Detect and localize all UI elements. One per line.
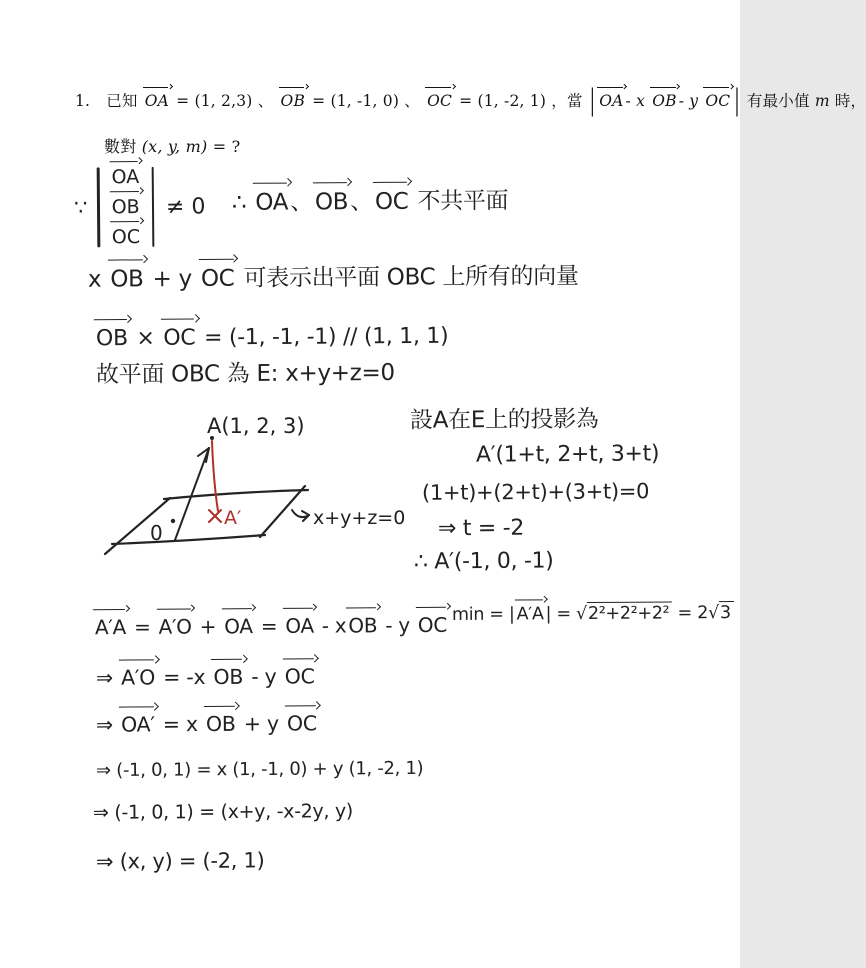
projection-diagram: [108, 400, 408, 565]
vector-decomposition-line-3: ⇒ OA′ = x OB + y OC: [96, 711, 319, 738]
conclusion-not-coplanar: ∴ OA、OB、OC 不共平面: [232, 187, 508, 218]
cross-product-line: OB × OC = (-1, -1, -1) // (1, 1, 1): [94, 323, 449, 353]
combined-components-line: ⇒ (-1, 0, 1) = (x+y, -x-2y, y): [92, 800, 354, 824]
origin-dot: [171, 519, 175, 523]
plane-equation-line: 故平面 OBC 為 E: x+y+z=0: [95, 359, 395, 389]
projection-setup-line: 設A在E上的投影為: [409, 406, 599, 434]
determinant-block: [74, 165, 206, 248]
substitution-line: (1+t)+(2+t)+(3+t)=0: [421, 479, 650, 505]
point-a-label: A(1, 2, 3): [207, 414, 305, 438]
projection-point-line: A′(1+t, 2+t, 3+t): [475, 441, 660, 468]
nonzero-condition: ≠ 0: [165, 193, 206, 220]
projection-segment: [209, 441, 221, 522]
determinant-rows: [107, 166, 144, 248]
plane-label-arrow: [292, 510, 309, 521]
problem-statement-line-2: 數對 (x, y, m) = ?: [104, 137, 241, 156]
final-answer-line: ⇒ (x, y) = (-2, 1): [95, 848, 265, 874]
determinant-left-bar: [97, 167, 100, 247]
t-solution-line: ⇒ t = -2: [437, 515, 525, 542]
vector-oa-row: OA: [109, 164, 141, 188]
plane-equation-label: x+y+z=0: [313, 507, 406, 529]
vector-ob-row: OB: [110, 194, 142, 218]
determinant-right-bar: [151, 167, 154, 247]
plane-parallelogram: [105, 486, 308, 554]
min-value-line: min = | A′A | = √2²+2²+2² = 2√3: [452, 603, 734, 627]
origin-label: 0: [150, 521, 163, 545]
a-prime-result-line: ∴ A′(-1, 0, -1): [413, 548, 554, 575]
vector-decomposition-line-2: ⇒ A′O = -x OB - y OC: [96, 664, 317, 691]
problem-statement-line-1: 1. 已知 OA = (1, 2,3) 、 OB = (1, -1, 0) 、 OC = (1, -2, 1) ，當 | OA - x OB - y OC | 有最小值 m 時，: [75, 83, 866, 118]
vector-decomposition-line-1: A′A = A′O + OA = OA - xOB - y OC: [93, 613, 449, 640]
a-prime-label: A′: [224, 507, 242, 529]
vector-oc-row: OC: [110, 224, 142, 248]
normal-arrow: [175, 448, 209, 540]
component-equation-line: ⇒ (-1, 0, 1) = x (1, -1, 0) + y (1, -2, 1): [95, 757, 424, 782]
because-symbol: ∵: [73, 195, 88, 220]
plane-span-statement: x OB + y OC 可表示出平面 OBC 上所有的向量: [87, 263, 579, 293]
